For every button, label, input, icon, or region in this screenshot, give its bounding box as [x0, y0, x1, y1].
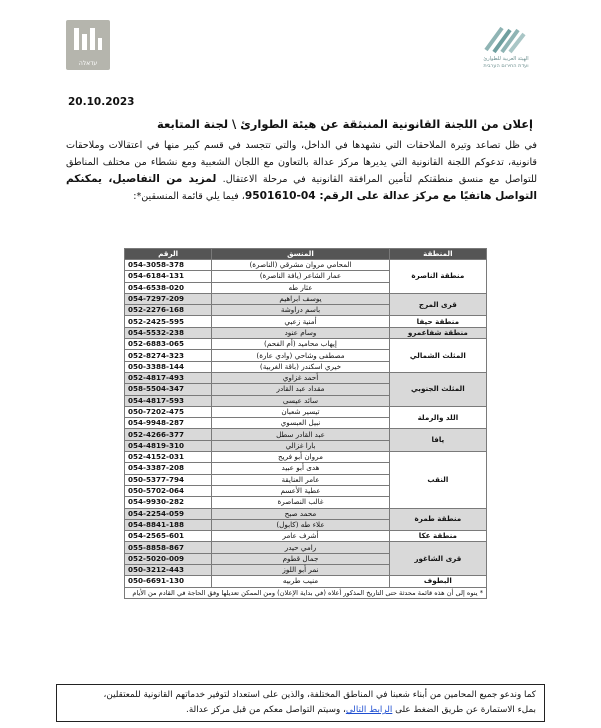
phone-cell: 052-8274-323 [125, 350, 212, 361]
coordinator-cell: سائد عيسى [212, 395, 389, 406]
coordinator-cell: رامي حيدر [212, 542, 389, 553]
coordinator-cell: وسام عنود [212, 327, 389, 338]
intro-hotline: عدالة على الرقم: 04-9501610 [244, 190, 411, 202]
coordinator-cell: منيب طربيه [212, 576, 389, 587]
phone-cell: 052-4266-377 [125, 429, 212, 440]
cta-line-1: كما وندعو جميع المحامين من أبناء شعبنا في المناطق المختلفة، والذين على استعداد لتوفير خدماتهم القانونية للمعتقلين، [103, 690, 536, 700]
coordinators-table-body [125, 260, 487, 599]
region-cell: منطقة حيفا [389, 316, 486, 327]
phone-cell: 050-5702-064 [125, 485, 212, 496]
coordinator-cell: محمد صبح [212, 508, 389, 519]
intro-line-4: ، فيما يلي قائمة المنسقين*: [133, 191, 245, 202]
coordinators-table [124, 248, 487, 599]
intro-line-1: في ظل تصاعد وتيرة الملاحقات التي نشهدها في الداخل، والتي تتجسد في قسم كبير منها في اعتقالات وملاحقات قانونية، تدعوكم [66, 140, 537, 168]
emergency-committee-logo [470, 22, 542, 72]
header-number: الرقم [125, 249, 212, 260]
phone-cell: 054-9948-287 [125, 418, 212, 429]
region-cell: منطقة عكا [389, 531, 486, 542]
coordinator-cell: باسم دراوشة [212, 305, 389, 316]
table-row [125, 372, 487, 383]
table-row [125, 429, 487, 440]
coordinator-cell: بارا غزالي [212, 440, 389, 451]
region-cell: منطقة الناصرة [389, 260, 486, 294]
announcement-date: 20.10.2023 [68, 96, 135, 108]
phone-cell: 054-8841-188 [125, 519, 212, 530]
coordinator-cell: غالب النصاصرة [212, 497, 389, 508]
region-cell: قرى المرج [389, 293, 486, 316]
cta-line-2-start: بملء الاستمارة عن طريق الضغط على [392, 705, 536, 715]
table-row [125, 576, 487, 587]
phone-cell: 054-9930-282 [125, 497, 212, 508]
table-row [125, 531, 487, 542]
intro-line-3: منطقتكم لتأمين المرافقة القانونية في مرحلة الاعتقال. [222, 174, 454, 185]
phone-cell: 052-4817-493 [125, 372, 212, 383]
phone-cell: 055-8858-867 [125, 542, 212, 553]
adalah-logo [66, 20, 110, 70]
phone-cell: 054-3058-378 [125, 260, 212, 271]
phone-cell: 050-6691-130 [125, 576, 212, 587]
table-row [125, 508, 487, 519]
phone-cell: 052-5020-009 [125, 553, 212, 564]
coordinator-cell: مقداد عبد القادر [212, 384, 389, 395]
coordinator-cell: إيهاب محاميد (أم الفحم) [212, 339, 389, 350]
phone-cell: 052-4152-031 [125, 452, 212, 463]
emergency-committee-caption: ועדת החירום הערבית [483, 62, 529, 69]
table-header-row [125, 249, 487, 260]
emergency-committee-logo-mark-icon [470, 22, 542, 56]
coordinator-cell: أشرف عامر [212, 531, 389, 542]
intro-paragraph [66, 137, 537, 205]
phone-cell: 054-4819-310 [125, 440, 212, 451]
phone-cell: 058-5504-347 [125, 384, 212, 395]
coordinator-cell: عبد القادر سطل [212, 429, 389, 440]
coordinator-cell: أمنية زعبي [212, 316, 389, 327]
region-cell: منطقة شفاعمرو [389, 327, 486, 338]
coordinator-cell: نمر أبو اللوز [212, 565, 389, 576]
lawyers-call-box [56, 684, 545, 722]
phone-cell: 054-4817-593 [125, 395, 212, 406]
region-cell: قرى الشاغور [389, 542, 486, 576]
table-row [125, 327, 487, 338]
phone-cell: 054-7297-209 [125, 293, 212, 304]
announcement-title: إعلان من اللجنة القانونية المنبثقة عن هيئة الطوارئ \ لجنة المتابعة [157, 117, 533, 131]
phone-cell: 054-3387-208 [125, 463, 212, 474]
coordinator-cell: عامر العنايقة [212, 474, 389, 485]
coordinator-cell: خيري اسكندر (باقة الغربية) [212, 361, 389, 372]
phone-cell: 054-6538-020 [125, 282, 212, 293]
phone-cell: 054-6184-131 [125, 271, 212, 282]
cta-line-2-end: ، وسيتم التواصل معكم من قبل مركز عدالة. [186, 705, 346, 715]
phone-cell: 052-6883-065 [125, 339, 212, 350]
intro-line-2: اللجنة القانونية التي يديرها مركز عدالة بالتعاون مع اللجان الشعبية ومع نشطاء من مختلف المناطق للتواصل مع منسق [66, 157, 537, 185]
region-cell: المثلث الشمالي [389, 339, 486, 373]
form-link[interactable]: الرابط التالي [345, 705, 393, 715]
region-cell: النقب [389, 452, 486, 508]
adalah-logo-caption: עדאלה [78, 60, 98, 67]
header-region: المنطقة [389, 249, 486, 260]
adalah-logo-mark-icon [72, 26, 104, 54]
region-cell: البطوف [389, 576, 486, 587]
coordinator-cell: يوسف ابراهيم [212, 293, 389, 304]
coordinator-cell: مروان أبو فريح [212, 452, 389, 463]
table-row [125, 406, 487, 417]
phone-cell: 050-3212-443 [125, 565, 212, 576]
emergency-committee-name: الهيئة العربية للطوارئ [483, 56, 529, 62]
region-cell: منطقة طمرة [389, 508, 486, 531]
coordinator-cell: عمار الشاعر (يافة الناصرة) [212, 271, 389, 282]
cta-line-2 [65, 703, 536, 718]
coordinator-cell: هدى أبو عبيد [212, 463, 389, 474]
table-row [125, 339, 487, 350]
coordinator-cell: أحمد غزاوي [212, 372, 389, 383]
phone-cell: 054-2565-601 [125, 531, 212, 542]
header-coordinator: المنسق [212, 249, 389, 260]
phone-cell: 050-7202-475 [125, 406, 212, 417]
phone-cell: 050-5377-794 [125, 474, 212, 485]
phone-cell: 054-5532-238 [125, 327, 212, 338]
coordinator-cell: نبيل العبسوي [212, 418, 389, 429]
table-row [125, 452, 487, 463]
phone-cell: 054-2254-059 [125, 508, 212, 519]
intro-line-3-bold: لمزيد من التفاصيل، يمكنكم التواصل هاتفيًا مع مركز [66, 173, 537, 202]
region-cell: المثلث الجنوبي [389, 372, 486, 406]
phone-cell: 050-3388-144 [125, 361, 212, 372]
coordinator-cell: تيسير شعبان [212, 406, 389, 417]
phone-cell: 052-2425-595 [125, 316, 212, 327]
table-row [125, 260, 487, 271]
table-row [125, 293, 487, 304]
coordinator-cell: عطية الأعسم [212, 485, 389, 496]
region-cell: يافا [389, 429, 486, 452]
table-footnote: * ينوه إلى أن هذه قائمة محدثة حتى التاريخ المذكور أعلاه (في بداية الإعلان) ومن الممكن تعديلها وفق الحاجة في القادم من الأيام [125, 587, 487, 598]
coordinator-cell: علاء طه (كابول) [212, 519, 389, 530]
footnote-row [125, 587, 487, 598]
coordinator-cell: المحامي مروان مشرقي (الناصرة) [212, 260, 389, 271]
region-cell: اللد والرملة [389, 406, 486, 429]
coordinator-cell: جمال قطوم [212, 553, 389, 564]
coordinator-cell: مصطفى وشاحي (وادي عارة) [212, 350, 389, 361]
phone-cell: 052-2276-168 [125, 305, 212, 316]
table-row [125, 542, 487, 553]
coordinator-cell: عثار طه [212, 282, 389, 293]
table-row [125, 316, 487, 327]
